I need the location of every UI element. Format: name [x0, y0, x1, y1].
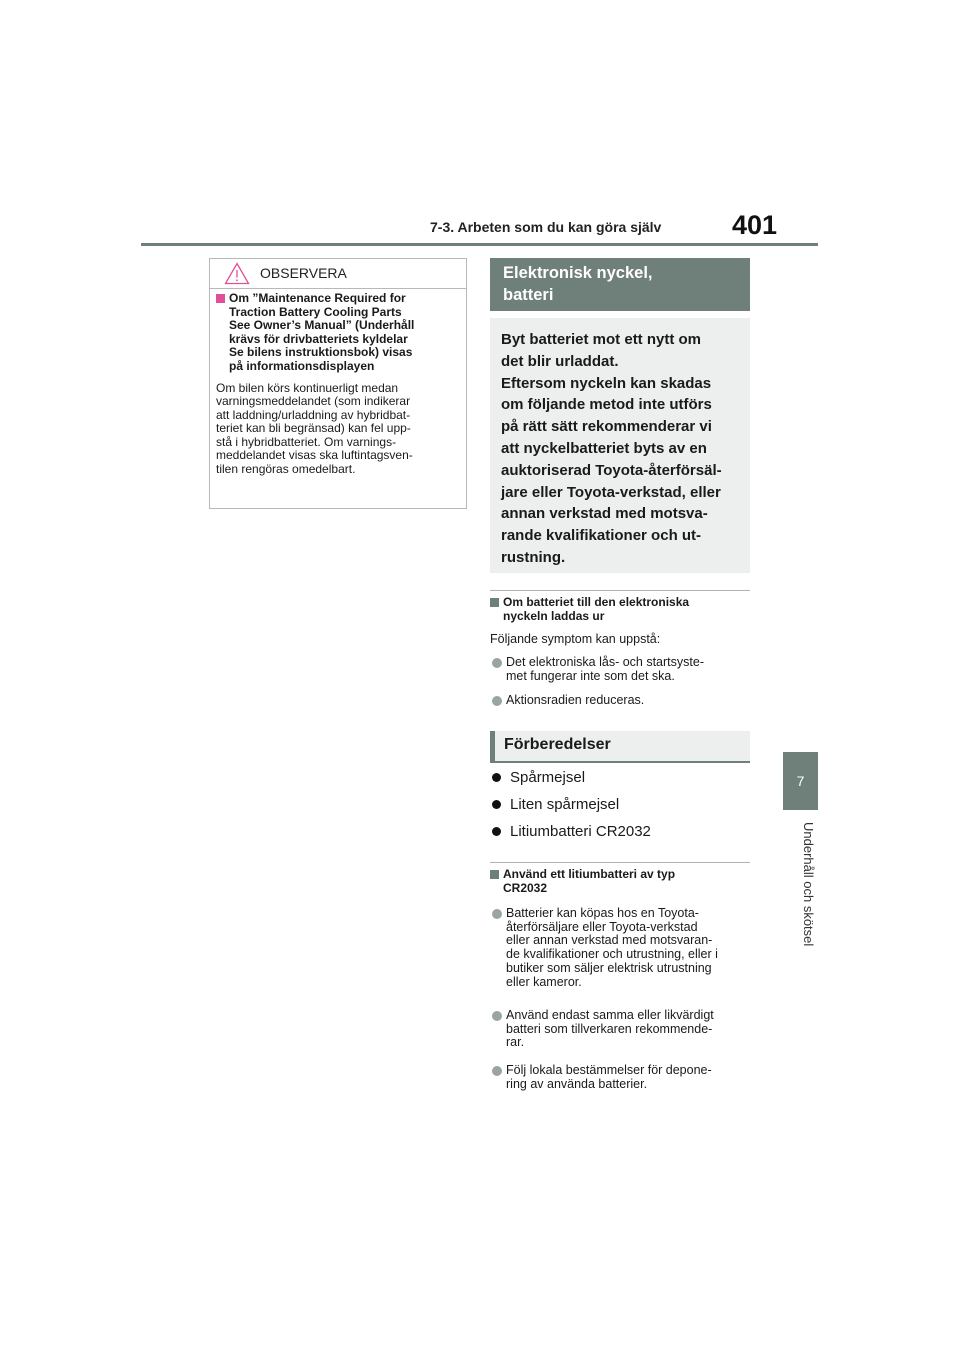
list-item-line: Det elektroniska lås- och startsyste- [506, 655, 704, 669]
section-header-title: 7-3. Arbeten som du kan göra själv [430, 219, 662, 235]
chapter-label: Underhåll och skötsel [801, 822, 816, 947]
caution-text [216, 382, 460, 477]
caution-box [209, 258, 467, 509]
bullet-dot-icon [492, 658, 502, 668]
intro-line: det blir urladdat. [501, 352, 619, 370]
tool-label: Litiumbatteri CR2032 [510, 823, 651, 840]
bullet-dot-icon [492, 696, 502, 706]
list-item [490, 1009, 750, 1050]
tool-item [490, 823, 651, 840]
list-item-line: batteri som tillverkaren rekommende- [506, 1021, 713, 1036]
caution-heading-line: Traction Battery Cooling Parts [229, 304, 402, 319]
list-item-line: eller annan verkstad med motsvaran- [506, 933, 713, 948]
list-item-line: eller kameror. [506, 974, 582, 989]
list-item-line: rar. [506, 1035, 525, 1050]
intro-line: auktoriserad Toyota-återförsäl- [501, 461, 722, 479]
discharged-heading-line: Om batteriet till den elektroniska [503, 595, 690, 609]
caution-text-line: Om bilen körs kontinuerligt medan [216, 380, 399, 395]
battery-type-heading [490, 868, 753, 895]
caution-header [210, 259, 466, 289]
intro-line: på rätt sätt rekommenderar vi [501, 418, 712, 436]
caution-body [210, 289, 466, 476]
intro-panel [490, 318, 750, 573]
caution-heading-line: Om ”Maintenance Required for [229, 291, 406, 305]
list-item [490, 694, 750, 708]
list-item [490, 907, 750, 989]
list-item-line: Använd endast samma eller likvärdigt [506, 1008, 714, 1022]
caution-heading-line: Se bilens instruktionsbok) visas [229, 345, 413, 360]
intro-line: rustning. [501, 548, 566, 566]
list-item-line: Batterier kan köpas hos en Toyota- [506, 906, 699, 920]
bullet-dot-icon [492, 827, 501, 836]
tool-label: Spårmejsel [510, 769, 586, 786]
intro-line: om följande metod inte utförs [501, 396, 712, 414]
list-item [490, 1064, 750, 1091]
battery-type-heading-line: CR2032 [503, 880, 548, 895]
symptoms-lead: Följande symptom kan uppstå: [490, 632, 661, 646]
bullet-dot-icon [492, 1066, 502, 1076]
caution-heading-line: krävs för drivbatteriets kyldelar [229, 331, 408, 346]
caution-text-line: meddelandet visas ska luftintagsven- [216, 448, 413, 463]
list-item-line: Aktionsradien reduceras. [506, 693, 645, 707]
tool-label: Liten spårmejsel [510, 796, 620, 813]
list-item-line: butiker som säljer elektrisk utrustning [506, 960, 712, 975]
list-item [490, 656, 750, 683]
caution-title: OBSERVERA [260, 265, 347, 281]
chapter-tab: 7 [783, 752, 818, 810]
caution-text-line: teriet kan bli begränsad) kan fel upp- [216, 421, 411, 436]
caution-heading-line: See Owner’s Manual” (Underhåll [229, 318, 415, 333]
discharged-heading-line: nyckeln laddas ur [503, 608, 605, 623]
section-title-line: batteri [503, 286, 554, 304]
section-title-line: Elektronisk nyckel, [503, 264, 653, 282]
caution-heading [216, 292, 460, 374]
intro-line: jare eller Toyota-verkstad, eller [501, 483, 721, 501]
intro-line: annan verkstad med motsva- [501, 505, 708, 523]
header-divider [141, 243, 818, 246]
pink-square-icon [216, 294, 225, 303]
bullet-dot-icon [492, 909, 502, 919]
section-title-bar [490, 258, 750, 311]
caution-text-line: varningsmeddelandet (som indikerar [216, 394, 411, 409]
gray-square-icon [490, 870, 499, 879]
caution-heading-line: på informationsdisplayen [229, 358, 375, 373]
page-number: 401 [732, 210, 778, 240]
warning-triangle-icon [224, 262, 250, 285]
intro-line: Eftersom nyckeln kan skadas [501, 374, 712, 392]
divider [490, 862, 750, 863]
discharged-heading [490, 596, 753, 623]
list-item-line: de kvalifikationer och utrustning, eller i [506, 947, 718, 962]
list-item-line: Följ lokala bestämmelser för depone- [506, 1063, 712, 1077]
preparations-title: Förberedelser [490, 731, 750, 763]
bullet-dot-icon [492, 773, 501, 782]
gray-square-icon [490, 598, 499, 607]
divider [490, 590, 750, 591]
list-item-line: met fungerar inte som det ska. [506, 668, 675, 683]
battery-type-heading-line: Använd ett litiumbatteri av typ [503, 867, 676, 881]
tool-item [490, 796, 619, 813]
bullet-dot-icon [492, 1011, 502, 1021]
intro-line: rande kvalifikationer och ut- [501, 527, 702, 545]
caution-text-line: att laddning/urladdning av hybridbat- [216, 407, 411, 422]
caution-text-line: stå i hybridbatteriet. Om varnings- [216, 434, 397, 449]
bullet-dot-icon [492, 800, 501, 809]
caution-text-line: tilen rengöras omedelbart. [216, 461, 356, 476]
intro-line: att nyckelbatteriet byts av en [501, 439, 707, 457]
list-item-line: ring av använda batterier. [506, 1076, 648, 1091]
list-item-line: återförsäljare eller Toyota-verkstad [506, 919, 698, 934]
tool-item [490, 769, 585, 786]
intro-line: Byt batteriet mot ett nytt om [501, 331, 702, 348]
